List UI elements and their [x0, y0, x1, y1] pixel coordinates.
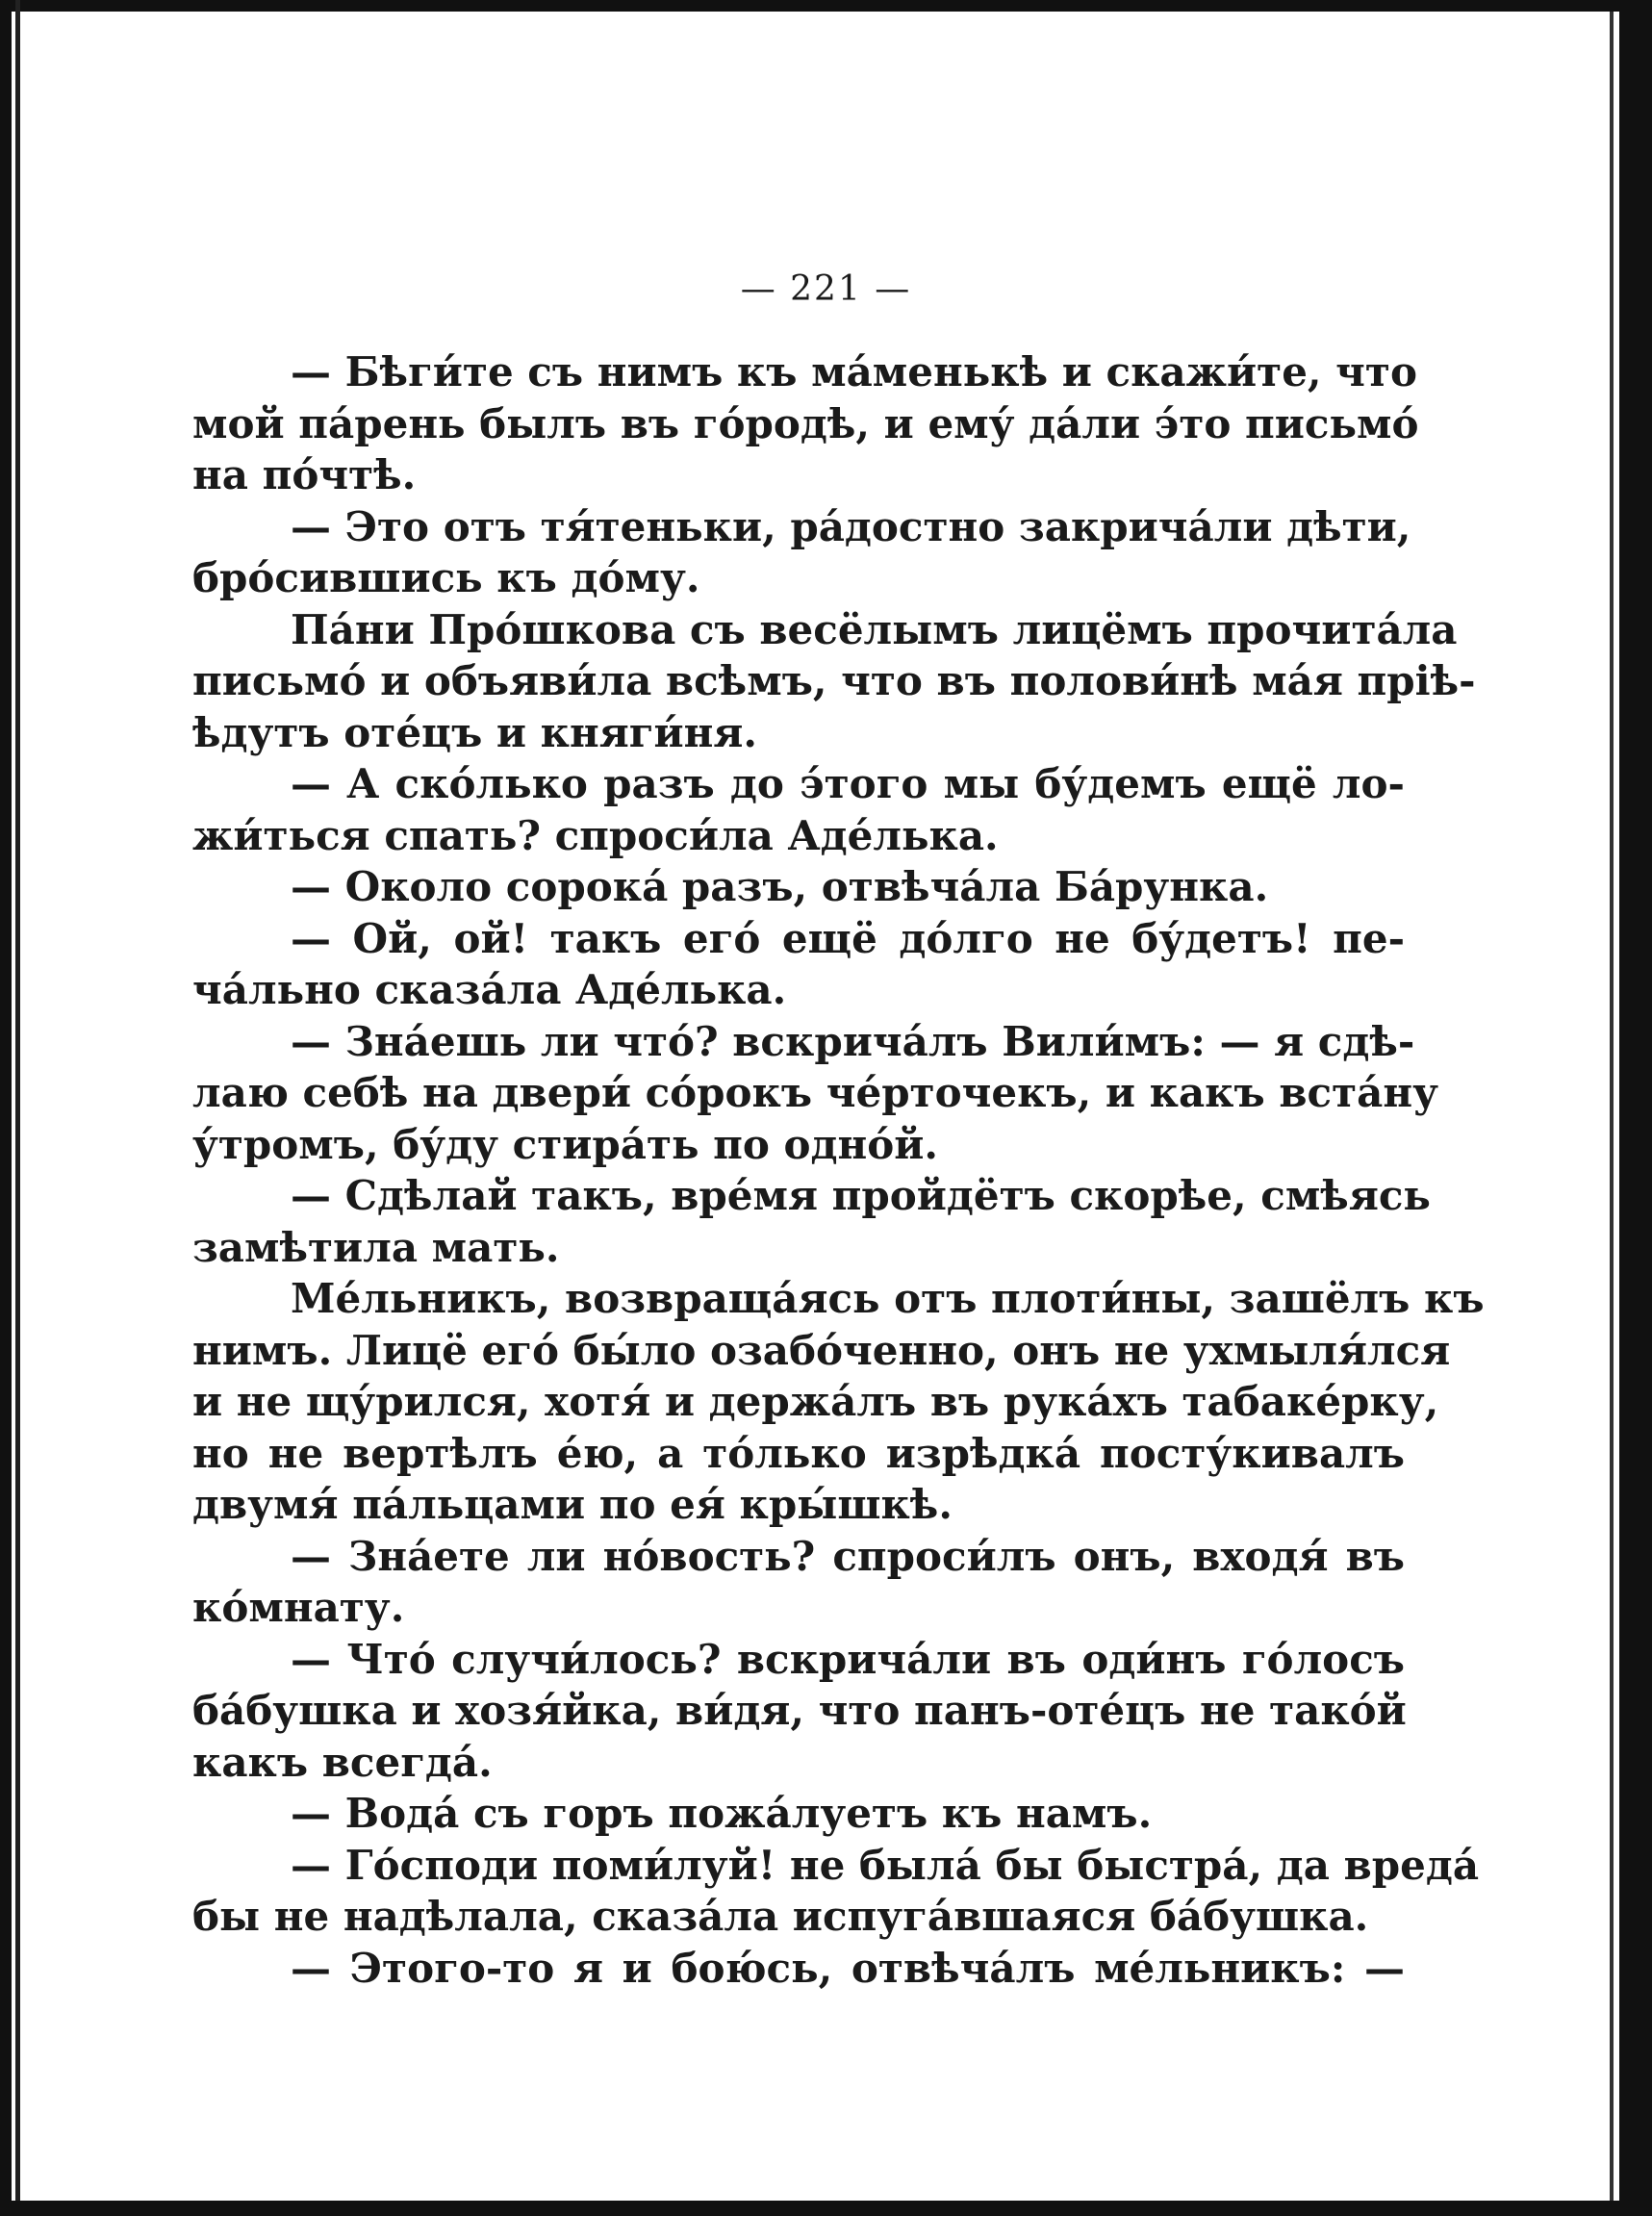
text-line: жи́ться спать? спроси́ла Аде́лька. [192, 811, 999, 859]
scan-border-bottom [0, 2201, 1652, 2216]
text-line: ча́льно сказа́ла Аде́лька. [192, 966, 787, 1013]
text-line: нимъ. Лицё его́ бы́ло озабо́ченно, онъ не ухмыля́лся [192, 1326, 1451, 1374]
text-line: ко́мнату. [192, 1584, 405, 1631]
text-line: и не щу́рился, хотя́ и держа́лъ въ рука́хъ табаке́рку, [192, 1378, 1439, 1425]
scan-border-left [0, 0, 12, 2216]
page-number: — 221 — [740, 269, 912, 309]
text-line: лаю себѣ на двери́ со́рокъ че́рточекъ, и какъ вста́ну [192, 1069, 1438, 1116]
text-line: — Это отъ тя́теньки, ра́достно закрича́ли дѣти, [291, 502, 1411, 550]
text-line: ба́бушка и хозя́йка, ви́дя, что панъ-оте́цъ не тако́й [192, 1687, 1407, 1734]
text-line: у́тромъ, бу́ду стира́ть по одно́й. [192, 1120, 939, 1168]
scan-border-top [0, 0, 1652, 12]
text-line: — Зна́ешь ли что́? вскрича́лъ Вили́мъ: — я сдѣ- [291, 1017, 1415, 1065]
text-line: — Вода́ съ горъ пожа́луетъ къ намъ. [291, 1790, 1153, 1837]
text-line: Ме́льникъ, возвраща́ясь отъ плоти́ны, зашёлъ къ [291, 1275, 1485, 1322]
text-line: — Ой, ой! такъ его́ ещё до́лго не бу́детъ! пе- [291, 914, 1405, 962]
text-line: письмо́ и объяви́ла всѣмъ, что въ полови́нѣ ма́я пріѣ- [192, 657, 1476, 704]
text-line: бро́сившись къ до́му. [192, 554, 700, 601]
text-line: на по́чтѣ. [192, 451, 417, 498]
text-line: — Зна́ете ли но́вость? спроси́лъ онъ, входя́ въ [291, 1532, 1405, 1580]
text-line: — Бѣги́те съ нимъ къ ма́менькѣ и скажи́те, что [291, 348, 1417, 395]
text-line: — Этого-то я и бою́сь, отвѣча́лъ ме́льникъ: — [291, 1944, 1405, 1992]
body-text [192, 346, 1485, 1994]
scan-border-left-inner [15, 0, 20, 2216]
text-line: Па́ни Про́шкова съ весёлымъ лицёмъ прочита́ла [291, 605, 1458, 653]
scan-border-right-inner [1610, 12, 1614, 2201]
text-line: замѣтила мать. [192, 1223, 560, 1271]
text-line: какъ всегда́. [192, 1738, 493, 1786]
text-line: двумя́ па́льцами по ея́ кры́шкѣ. [192, 1481, 953, 1528]
text-line: — Го́споди поми́луй! не была́ бы быстра́, да вреда́ [291, 1841, 1480, 1889]
text-line: ѣдутъ оте́цъ и княги́ня. [192, 708, 758, 756]
scan-border-right [1619, 0, 1652, 2216]
text-line: бы не надѣлала, сказа́ла испуга́вшаяся ба́бушка. [192, 1893, 1369, 1940]
text-line: — А ско́лько разъ до э́того мы бу́демъ ещё ло- [291, 760, 1405, 807]
text-line: — Что́ случи́лось? вскрича́ли въ оди́нъ го́лосъ [291, 1635, 1405, 1683]
text-line: — Сдѣлай такъ, вре́мя пройдётъ скорѣе, смѣясь [291, 1172, 1431, 1219]
text-line: — Около сорока́ разъ, отвѣча́ла Ба́рунка. [291, 863, 1269, 910]
text-line: мой па́рень былъ въ го́родѣ, и ему́ да́ли э́то письмо́ [192, 399, 1419, 447]
text-line: но не вертѣлъ е́ю, а то́лько изрѣдка́ посту́кивалъ [192, 1429, 1405, 1477]
